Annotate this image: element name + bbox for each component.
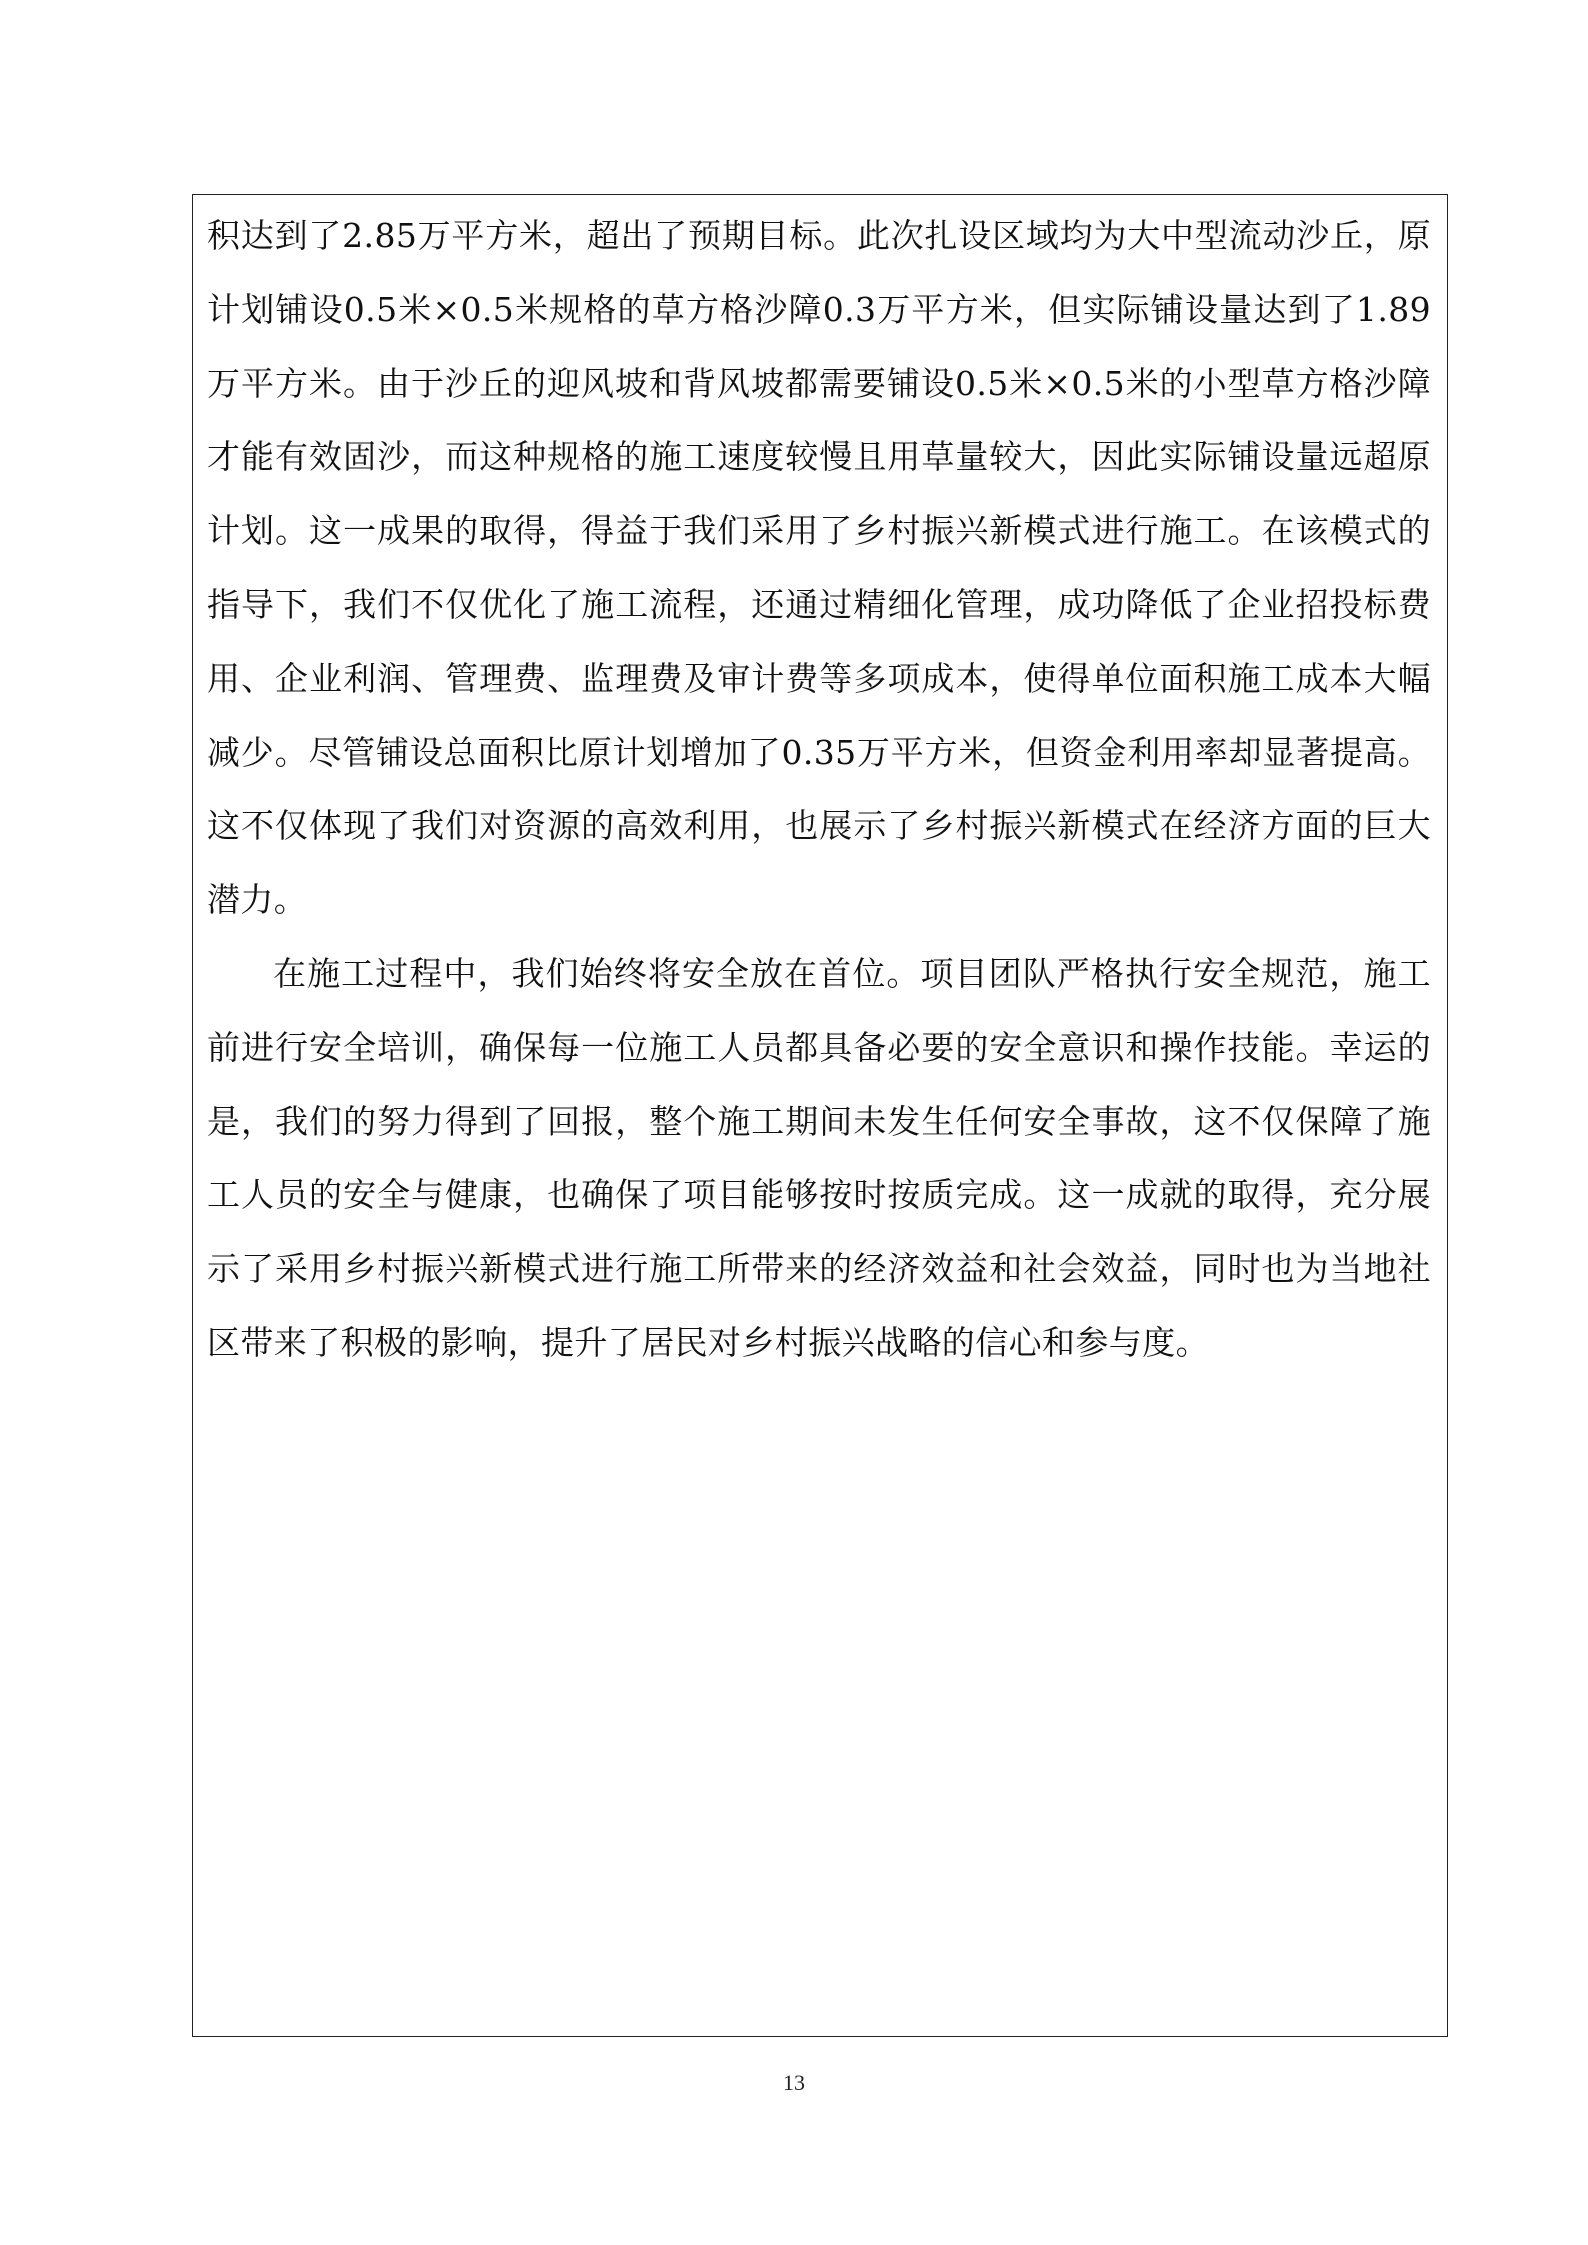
paragraph-continued: 积达到了2.85万平方米，超出了预期目标。此次扎设区域均为大中型流动沙丘，原计划铺设0.5米×0.5米规格的草方格沙障0.3万平方米，但实际铺设量达到了1.89万平方米。由于沙丘的迎风坡和背风坡都需要铺设0.5米×0.5米的小型草方格沙障才能有效固沙，而这种规格的施工速度较慢且用草量较大，因此实际铺设量远超原计划。这一成果的取得，得益于我们采用了乡村振兴新模式进行施工。在该模式的指导下，我们不仅优化了施工流程，还通过精细化管理，成功降低了企业招投标费用、企业利润、管理费、监理费及审计费等多项成本，使得单位面积施工成本大幅减少。尽管铺设总面积比原计划增加了0.35万平方米，但资金利用率却显著提高。这不仅体现了我们对资源的高效利用，也展示了乡村振兴新模式在经济方面的巨大潜力。 xyxy=(207,216,1431,920)
body-text xyxy=(207,199,1431,1380)
content-frame xyxy=(192,194,1448,2037)
paragraph-safety: 在施工过程中，我们始终将安全放在首位。项目团队严格执行安全规范，施工前进行安全培训，确保每一位施工人员都具备必要的安全意识和操作技能。幸运的是，我们的努力得到了回报，整个施工期间未发生任何安全事故，这不仅保障了施工人员的安全与健康，也确保了项目能够按时按质完成。这一成就的取得，充分展示了采用乡村振兴新模式进行施工所带来的经济效益和社会效益，同时也为当地社区带来了积极的影响，提升了居民对乡村振兴战略的信心和参与度。 xyxy=(207,953,1431,1362)
page-number: 13 xyxy=(783,2070,805,2095)
